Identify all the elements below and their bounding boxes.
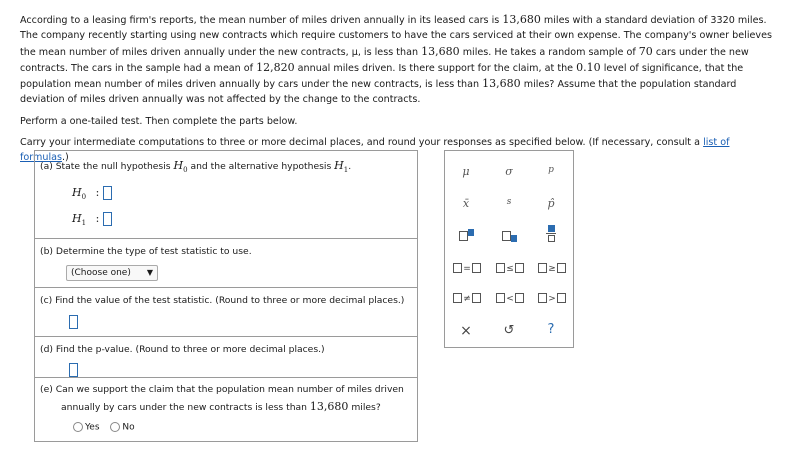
part-a-label: (a) State the null hypothesis $H_0$ and the alternative hypothesis $H_1$. (40, 159, 352, 175)
claim-radio-group (73, 422, 135, 433)
answer-panel (34, 150, 418, 442)
test-statistic-input[interactable] (69, 315, 78, 329)
clear-icon[interactable]: × (460, 323, 472, 339)
help-icon[interactable]: ? (547, 322, 555, 337)
yes-label: Yes (85, 422, 100, 433)
subscript-template-button[interactable] (494, 229, 524, 242)
mu-symbol-button[interactable]: μ (462, 165, 470, 178)
formulas-link[interactable]: list of formulas (20, 137, 730, 164)
p-symbol-button[interactable]: p (548, 165, 554, 175)
p-value-input[interactable] (69, 363, 78, 377)
part-e-label-line2: annually by cars under the new contracts is less than 13,680 miles? (61, 400, 381, 413)
part-b-section (35, 239, 417, 288)
superscript-template-button[interactable] (451, 229, 481, 242)
part-c-label: (c) Find the value of the test statistic. (Round to three or more decimal places.) (40, 295, 405, 306)
equals-button[interactable]: = (449, 263, 485, 274)
greater-than-button[interactable]: > (534, 293, 570, 304)
part-c-section (35, 288, 417, 337)
superscript-template-icon (459, 229, 474, 242)
fraction-template-icon (546, 225, 556, 242)
null-hypothesis-input[interactable] (103, 186, 112, 200)
part-d-label: (d) Find the p-value. (Round to three or more decimal places.) (40, 344, 325, 355)
s-symbol-button[interactable]: s (506, 197, 512, 207)
null-hypothesis-row: $H_0$ : (72, 186, 112, 201)
no-label: No (122, 422, 135, 433)
instruction-rounding: Carry your intermediate computations to three or more decimal places, and round your responses as specified below. (If necessary, consult a list of formulas.) (20, 137, 730, 164)
sigma-symbol-button[interactable]: σ (505, 165, 513, 178)
part-e-label-line1: (e) Can we support the claim that the population mean number of miles driven (40, 384, 404, 395)
no-radio[interactable] (110, 422, 120, 432)
instruction-one-tailed: Perform a one-tailed test. Then complete the parts below. (20, 115, 298, 127)
part-b-label: (b) Determine the type of test statistic to use. (40, 246, 252, 257)
symbol-palette (444, 150, 574, 348)
alternative-hypothesis-row: $H_1$ : (72, 212, 112, 227)
less-equal-button[interactable]: ≤ (492, 263, 528, 274)
xbar-symbol-button[interactable]: x̄ (462, 197, 470, 210)
test-statistic-select[interactable]: (Choose one) ▼ (66, 265, 158, 281)
alternative-hypothesis-input[interactable] (103, 212, 112, 226)
greater-equal-button[interactable]: ≥ (534, 263, 570, 274)
phat-symbol-button[interactable]: p̂ (547, 197, 555, 210)
undo-icon[interactable]: ↺ (503, 323, 515, 338)
subscript-template-icon (502, 229, 517, 242)
not-equal-button[interactable]: ≠ (449, 293, 485, 304)
dropdown-arrow-icon: ▼ (146, 268, 153, 277)
problem-statement (20, 12, 775, 166)
less-than-button[interactable]: < (492, 293, 528, 304)
yes-radio[interactable] (73, 422, 83, 432)
part-a-section (35, 151, 417, 239)
part-d-section (35, 337, 417, 378)
fraction-template-button[interactable] (536, 225, 566, 245)
part-e-section (35, 378, 417, 440)
problem-paragraph: According to a leasing firm's reports, the mean number of miles driven annually in its leased cars is 13,680 miles with a standard deviation of 3320 miles. The company recently starting using new contracts which require customers to have the cars serviced at their own expense. The company's owner believes the mean number of miles driven annually under the new contracts, μ, is less than 13,680 miles. He takes a random sample of 70 cars under the new contracts. The cars in the sample had a mean of 12,820 annual miles driven. Is there support for the claim, at the 0.10 level of significance, that the population mean number of miles driven annually by cars under the new contracts, is less than 13,680 miles? Assume that the population standard deviation of miles driven annually was not affected by the change to the contracts. (20, 13, 772, 106)
